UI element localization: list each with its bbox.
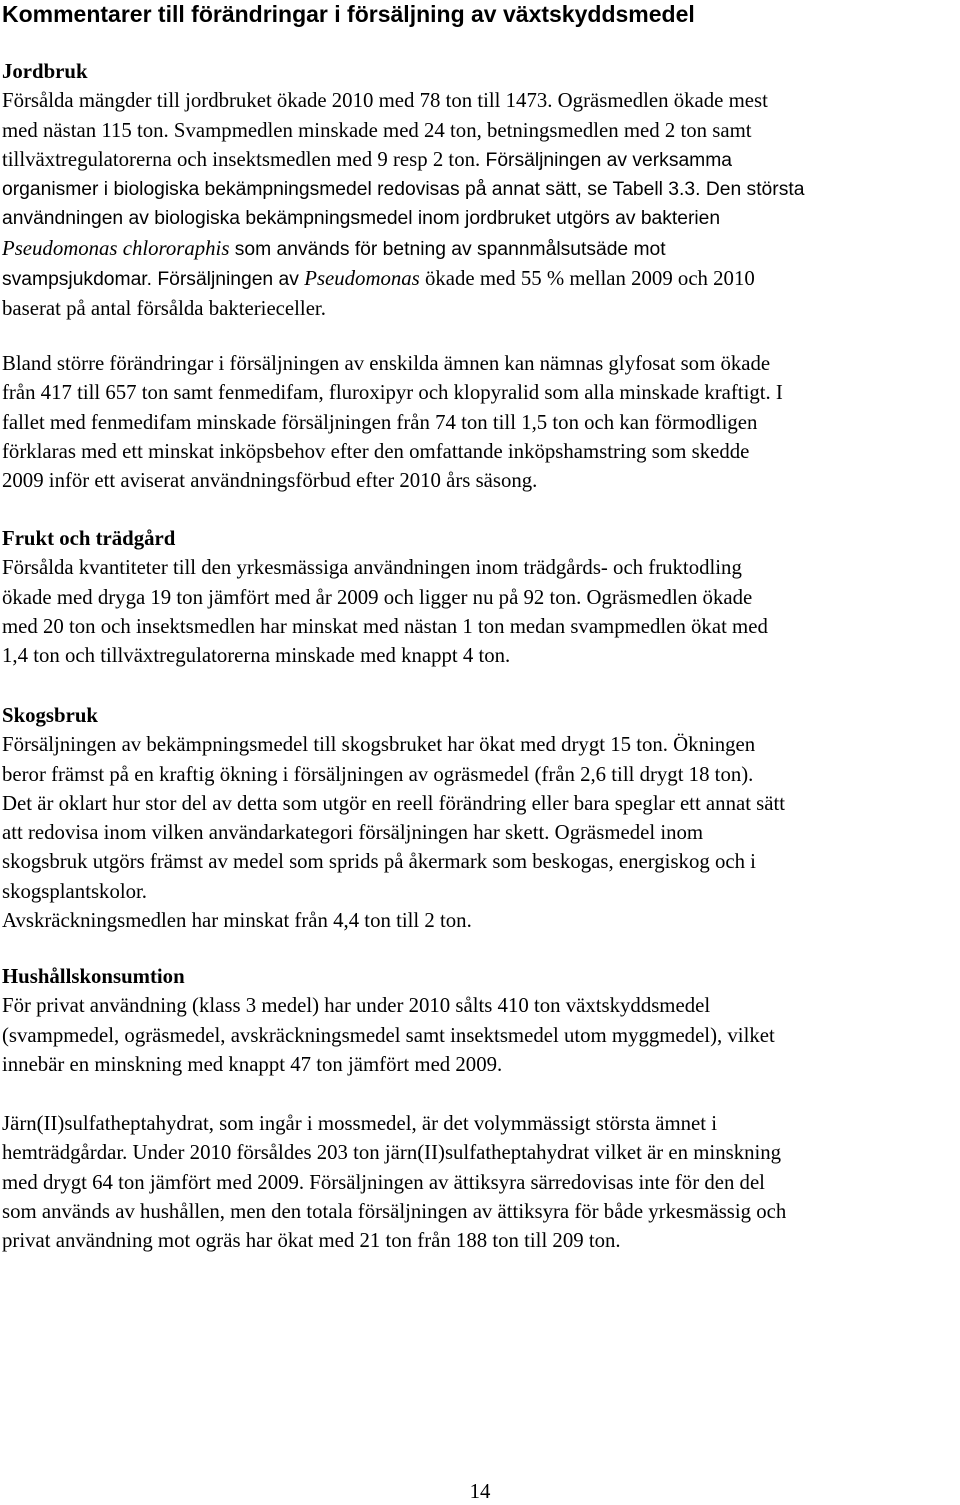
italic-term: Pseudomonas xyxy=(304,267,420,291)
section-jordbruk xyxy=(2,57,958,324)
text-line: innebär en minskning med knappt 47 ton jämfört med 2009. xyxy=(2,1052,503,1076)
page-number: 14 xyxy=(469,1480,491,1503)
paragraph-jordbruk-1 xyxy=(2,86,958,323)
text-line: med drygt 64 ton jämfört med 2009. Försäljningen av ättiksyra särredovisas inte för den del xyxy=(2,1170,765,1194)
paragraph-frukt xyxy=(2,553,958,670)
text-line: ökade med dryga 19 ton jämfört med år 2009 och ligger nu på 92 ton. Ogräsmedlen ökade xyxy=(2,585,753,609)
text-line: skogsbruk utgörs främst av medel som sprids på åkermark som beskogas, energiskog och i xyxy=(2,850,756,874)
text-line: 1,4 ton och tillväxtregulatorerna minskade med knappt 4 ton. xyxy=(2,644,511,668)
text-line: Försålda mängder till jordbruket ökade 2010 med 78 ton till 1473. Ogräsmedlen ökade mest xyxy=(2,89,768,113)
text-line: beror främst på en kraftig ökning i försäljningen av ogräsmedel (från 2,6 till drygt 18 ton). xyxy=(2,762,754,786)
text-line: Avskräckningsmedlen har minskat från 4,4 ton till 2 ton. xyxy=(2,909,472,933)
text-span: tillväxtregulatorerna och insektsmedlen med 9 resp 2 ton. xyxy=(2,147,481,171)
text-line: förklaras med ett minskat inköpsbehov efter den omfattande inköpshamstring som skedde xyxy=(2,439,750,463)
text-span: Försäljningen av verksamma xyxy=(480,149,733,171)
text-line: baserat på antal försålda bakterieceller. xyxy=(2,297,326,321)
paragraph-hushall-2 xyxy=(2,1109,958,1255)
section-heading-hushall: Hushållskonsumtion xyxy=(2,965,185,988)
text-span: svampsjukdomar. xyxy=(2,269,153,291)
text-line: 2009 inför ett aviserat användningsförbud efter 2010 års säsong. xyxy=(2,469,538,493)
text-line: skogsplantskolor. xyxy=(2,879,148,903)
text-line: privat användning mot ogräs har ökat med 21 ton från 188 ton till 209 ton. xyxy=(2,1229,621,1253)
section-skogsbruk xyxy=(2,701,958,935)
text-line: användningen av biologiska bekämpningsmedel inom jordbruket utgörs av bakterien xyxy=(2,208,721,230)
text-line: fallet med fenmedifam minskade försäljningen från 74 ton till 1,5 ton och kan förmodligen xyxy=(2,410,758,434)
text-span: Försäljningen av xyxy=(152,269,305,291)
text-line: att redovisa inom vilken användarkategori försäljningen har skett. Ogräsmedel inom xyxy=(2,821,704,845)
text-line xyxy=(2,175,958,204)
italic-term: Pseudomonas chlororaphis xyxy=(2,236,230,260)
section-frukt xyxy=(2,524,958,670)
page-title: Kommentarer till förändringar i försäljning av växtskyddsmedel xyxy=(2,1,695,27)
section-hushall xyxy=(2,962,958,1079)
text-line: Försålda kvantiteter till den yrkesmässiga användningen inom trädgårds- och fruktodling xyxy=(2,556,742,580)
paragraph-hushall-1 xyxy=(2,991,958,1079)
paragraph-skogsbruk xyxy=(2,730,958,935)
section-heading-skogsbruk: Skogsbruk xyxy=(2,704,98,727)
text-line: med nästan 115 ton. Svampmedlen minskade med 24 ton, betningsmedlen med 2 ton samt xyxy=(2,118,752,142)
text-line: Bland större förändringar i försäljningen av enskilda ämnen kan nämnas glyfosat som ökade xyxy=(2,352,771,375)
section-heading-frukt: Frukt och trädgård xyxy=(2,527,176,550)
text-line: från 417 till 657 ton samt fenmedifam, fluroxipyr och klopyralid som alla minskade kraftigt. I xyxy=(2,381,783,405)
text-line xyxy=(2,264,958,294)
text-line: som används av hushållen, men den totala försäljningen av ättiksyra för både yrkesmässig och xyxy=(2,1199,787,1223)
text-span: som används för betning av spannmålsutsäde mot xyxy=(229,238,666,260)
text-span: organismer i biologiska bekämpningsmedel redovisas på annat sätt, se Tabell 3.3. xyxy=(2,179,701,201)
text-line: hemträdgårdar. Under 2010 försåldes 203 ton järn(II)sulfatheptahydrat vilket är en minskning xyxy=(2,1141,782,1165)
paragraph-jordbruk-2 xyxy=(2,349,958,495)
text-line: Det är oklart hur stor del av detta som utgör en reell förändring eller bara speglar ett annat sätt xyxy=(2,791,786,815)
text-line: Järn(II)sulfatheptahydrat, som ingår i mossmedel, är det volymmässigt största ämnet i xyxy=(2,1112,718,1135)
text-span: Den största xyxy=(700,179,805,201)
text-line: med 20 ton och insektsmedlen har minskat med nästan 1 ton medan svampmedlen ökat med xyxy=(2,614,768,638)
text-line xyxy=(2,145,958,175)
text-line: För privat användning (klass 3 medel) har under 2010 sålts 410 ton växtskyddsmedel xyxy=(2,994,711,1018)
section-heading-jordbruk: Jordbruk xyxy=(2,60,88,83)
text-line: Försäljningen av bekämpningsmedel till skogsbruket har ökat med drygt 15 ton. Ökningen xyxy=(2,733,756,757)
text-line: (svampmedel, ogräsmedel, avskräckningsmedel samt insektsmedel utom myggmedel), vilket xyxy=(2,1023,775,1047)
text-span: ökade med 55 % mellan 2009 och 2010 xyxy=(419,267,755,291)
text-line xyxy=(2,234,958,264)
